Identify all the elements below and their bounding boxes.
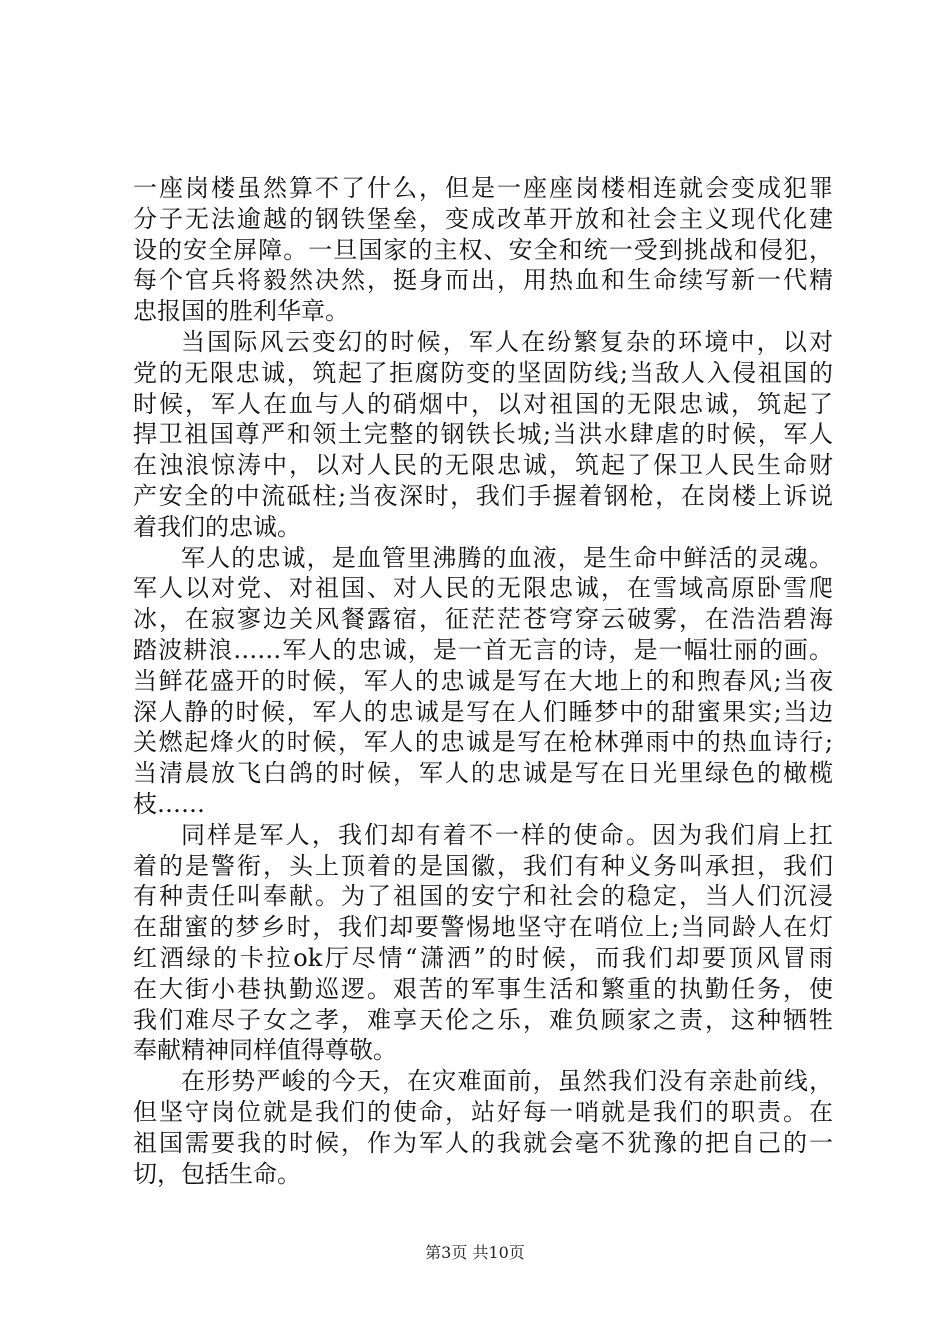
- paragraph: [133, 820, 833, 1066]
- page-footer: 第3页 共10页: [425, 1243, 525, 1262]
- paragraph: [133, 543, 833, 820]
- text-line: 产安全的中流砥柱;当夜深时，我们手握着钢枪，在岗楼上诉说: [133, 481, 833, 510]
- text-line: 设的安全屏障。一旦国家的主权、安全和统一受到挑战和侵犯，: [133, 235, 833, 264]
- text-line: 着我们的忠诚。: [133, 512, 301, 541]
- text-line: 在大街小巷执勤巡逻。艰苦的军事生活和繁重的执勤任务，使: [133, 974, 833, 1003]
- text-line: 捍卫祖国尊严和领土完整的钢铁长城;当洪水肆虐的时候，军人: [133, 420, 833, 449]
- text-line: 一座岗楼虽然算不了什么，但是一座座岗楼相连就会变成犯罪: [133, 174, 833, 202]
- text-line: 分子无法逾越的钢铁堡垒，变成改革开放和社会主义现代化建: [133, 204, 833, 233]
- text-line: 深人静的时候，军人的忠诚是写在人们睡梦中的甜蜜果实;当边: [133, 697, 833, 726]
- paragraph: [133, 327, 833, 543]
- text-line: 在甜蜜的梦乡时，我们却要警惕地坚守在哨位上;当同龄人在灯: [133, 913, 833, 942]
- text-line: 当鲜花盛开的时候，军人的忠诚是写在大地上的和煦春风;当夜: [133, 666, 833, 695]
- text-line: 切，包括生命。: [133, 1159, 301, 1188]
- text-line: 我们难尽子女之孝，难享天伦之乐，难负顾家之责，这种牺牲: [133, 1005, 833, 1034]
- paragraph: [133, 173, 833, 327]
- text-line: 时候，军人在血与人的硝烟中，以对祖国的无限忠诚，筑起了: [133, 389, 833, 418]
- text-line: 当国际风云变幻的时候，军人在纷繁复杂的环境中，以对: [181, 327, 833, 356]
- text-line: 关燃起烽火的时候，军人的忠诚是写在枪林弹雨中的热血诗行;: [133, 728, 833, 757]
- text-line: 党的无限忠诚，筑起了拒腐防变的坚固防线;当敌人入侵祖国的: [133, 358, 833, 387]
- text-line: 红酒绿的卡拉ok厅尽情“潇洒”的时候，而我们却要顶风冒雨: [133, 943, 833, 972]
- text-line: 忠报国的胜利华章。: [133, 297, 349, 326]
- paragraph: [133, 1066, 833, 1189]
- text-line: 军人的忠诚，是血管里沸腾的血液，是生命中鲜活的灵魂。: [181, 543, 833, 572]
- text-line: 当清晨放飞白鸽的时候，军人的忠诚是写在日光里绿色的橄榄: [133, 759, 833, 788]
- text-line: 冰，在寂寥边关风餐露宿，征茫茫苍穹穿云破雾，在浩浩碧海: [133, 605, 833, 634]
- text-line: 但坚守岗位就是我们的使命，站好每一哨就是我们的职责。在: [133, 1097, 833, 1126]
- text-line: 在形势严峻的今天，在灾难面前，虽然我们没有亲赴前线，: [181, 1067, 833, 1096]
- text-line: 同样是军人，我们却有着不一样的使命。因为我们肩上扛: [181, 820, 833, 849]
- document-body: [133, 173, 833, 1189]
- text-line: 祖国需要我的时候，作为军人的我就会毫不犹豫的把自己的一: [133, 1128, 833, 1157]
- text-line: 踏波耕浪……军人的忠诚，是一首无言的诗，是一幅壮丽的画。: [133, 635, 833, 664]
- text-line: 在浊浪惊涛中，以对人民的无限忠诚，筑起了保卫人民生命财: [133, 451, 833, 480]
- text-line: 枝……: [133, 789, 205, 818]
- text-line: 着的是警衔，头上顶着的是国徽，我们有种义务叫承担，我们: [133, 851, 833, 880]
- text-line: 奉献精神同样值得尊敬。: [133, 1036, 397, 1065]
- text-line: 军人以对党、对祖国、对人民的无限忠诚，在雪域高原卧雪爬: [133, 574, 833, 603]
- text-line: 有种责任叫奉献。为了祖国的安宁和社会的稳定，当人们沉浸: [133, 882, 833, 911]
- text-line: 每个官兵将毅然决然，挺身而出，用热血和生命续写新一代精: [133, 266, 833, 295]
